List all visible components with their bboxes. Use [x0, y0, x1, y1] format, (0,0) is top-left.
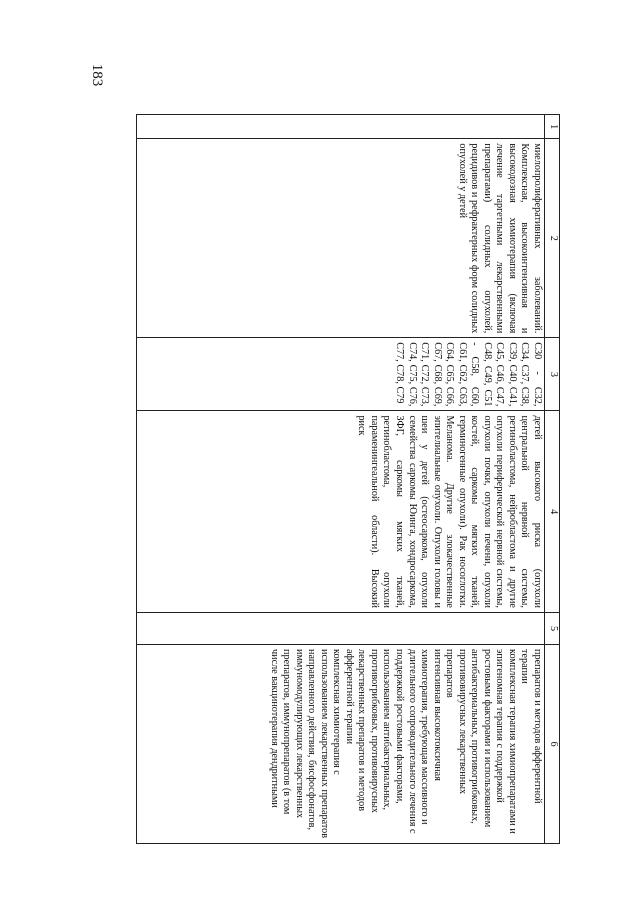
table-header-row: [545, 115, 560, 844]
header-col-6: 6: [545, 645, 560, 844]
cell-treatment-type: миелопролиферативных заболеваний. Комплексная, высокоинтенсивная и высокодозная химиотерапия (включая лечение таргетными лекарственными препаратами) солидных опухолей, рецидивов и рефрактерных форм солидных опухолей у детей: [137, 139, 545, 338]
cell-col-1: [137, 115, 545, 139]
table-row: [137, 115, 545, 844]
header-col-4: 4: [545, 411, 560, 613]
cell-col-5: [137, 612, 545, 644]
cell-patient-model: детей высокого риска (опухоли центральной нервной системы, ретинобластома, нейробластома и другие опухоли периферической нервной системы, опухоли почки, опухоли печени, опухоли костей, саркомы мягких тканей, герминогенные опухоли). Рак носоглотки. Меланома. Другие злокачественные эпителиальные опухоли. Опухоли головы и шеи у детей (остеосаркома, опухоли семейства саркомы Юинга, хондросаркома, ЗФГ, саркомы мягких тканей, ретинобластома, опухоли параменингеальной области). Высокий риск: [137, 411, 545, 613]
header-col-5: 5: [545, 612, 560, 644]
rotated-table-container: [120, 114, 560, 844]
header-col-1: 1: [545, 115, 560, 139]
treatment-table: [136, 114, 560, 844]
page-number: 183: [89, 63, 106, 87]
header-col-2: 2: [545, 139, 560, 338]
cell-treatment-methods: [137, 645, 545, 844]
treatment-methods-text: препаратов и методов афферентной терапии комплексная терапия химиопрепаратами и эпигеномная терапия с поддержкой ростовыми факторами и использованием антибактериальных, противогрибковых, противовирусных лекарственных препаратов интенсивная высокотоксичная химиотерапия, требующая массивного и длительного сопроводительного лечения с поддержкой ростовыми факторами, использованием антибактериальных, противогрибковых, противовирусных лекарственных препаратов и методов афферентной терапии комплексная химиотерапия с использованием лекарственных препаратов направленного действия, бисфосфонатов, иммуномодулирующих лекарственных препаратов, иммунопрепаратов (в том числе вакцинотерапия дендритными: [268, 649, 543, 839]
header-col-3: 3: [545, 338, 560, 411]
cell-icd-codes: C30 - C32, C34, C37, C38, C39, C40, C41, C45, C46, C47, C48, C49, C51 - C58, C60, C61, C62, C63, C64, C65, C66, C67, C68, C69, C71, C72, C73, C74, C75, C76, C77, C78, C79: [137, 338, 545, 411]
